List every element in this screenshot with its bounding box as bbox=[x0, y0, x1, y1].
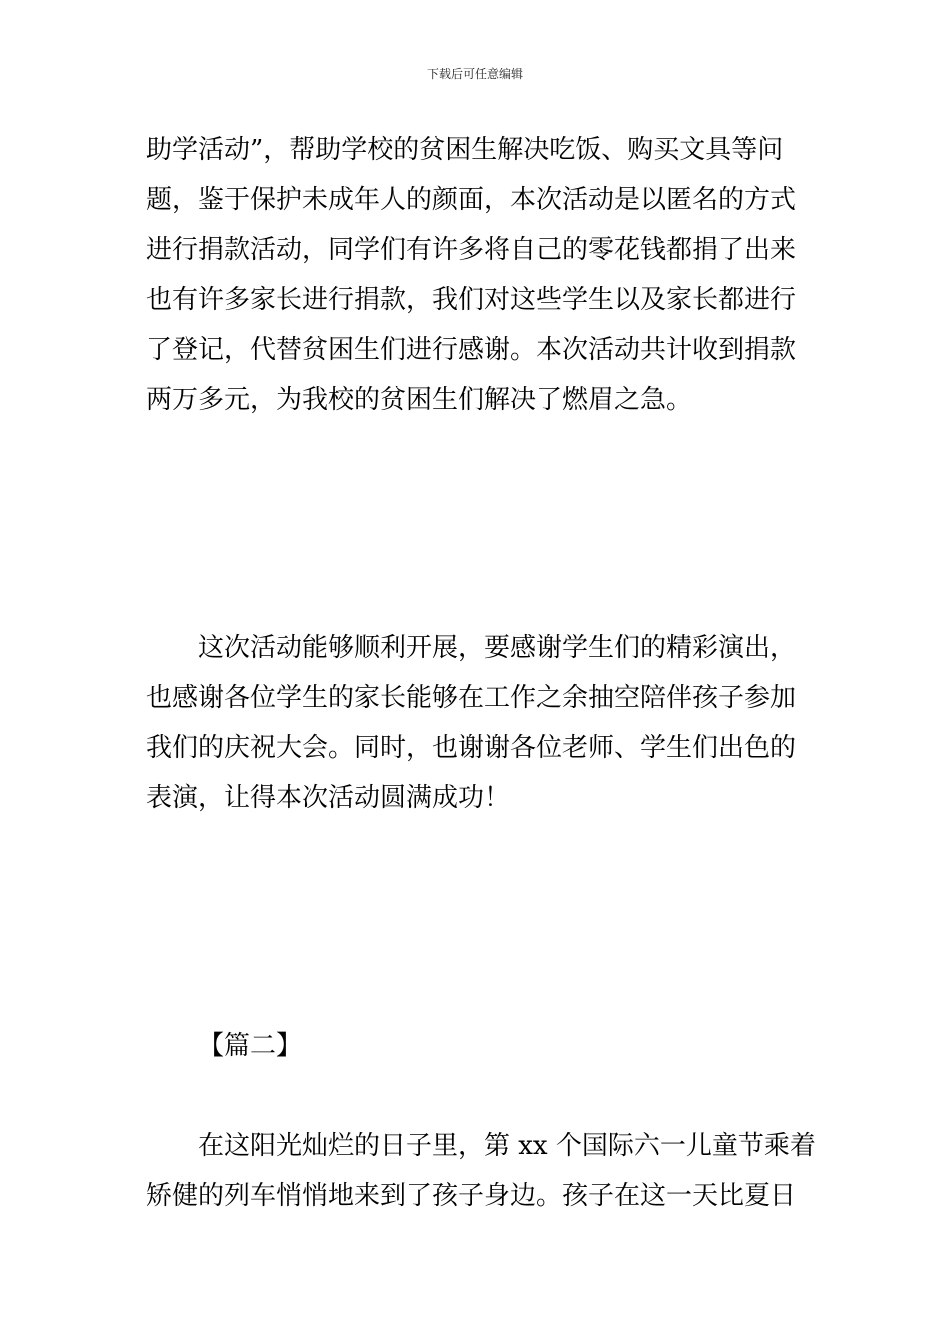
paragraph-line: 这次活动能够顺利开展，要感谢学生们的精彩演出， bbox=[198, 633, 797, 663]
paragraph-line: 题，鉴于保护未成年人的颜面，本次活动是以匿名的方式 bbox=[146, 185, 797, 215]
paragraph-line: 表演，让得本次活动圆满成功！ bbox=[146, 783, 511, 813]
paragraph-line: 也感谢各位学生的家长能够在工作之余抽空陪伴孩子参加 bbox=[146, 683, 797, 713]
paragraph-line: 矫健的列车悄悄地来到了孩子身边。孩子在这一天比夏日 bbox=[146, 1181, 797, 1211]
page-header: 下载后可任意编辑 bbox=[426, 67, 523, 81]
paragraph-line: 助学活动”，帮助学校的贫困生解决吃饭、购买文具等问 bbox=[146, 135, 784, 165]
paragraph-line: 两万多元，为我校的贫困生们解决了燃眉之急。 bbox=[146, 385, 693, 415]
paragraph-line: 进行捐款活动，同学们有许多将自己的零花钱都捐了出来 bbox=[146, 235, 797, 265]
paragraph-line: 也有许多家长进行捐款，我们对这些学生以及家长都进行 bbox=[146, 285, 797, 315]
paragraph-line: 我们的庆祝大会。同时，也谢谢各位老师、学生们出色的 bbox=[146, 733, 797, 763]
section-heading: 【篇二】 bbox=[198, 1031, 303, 1061]
paragraph-line: 在这阳光灿烂的日子里，第 xx 个国际六一儿童节乘着 bbox=[198, 1131, 816, 1161]
paragraph-line: 了登记，代替贫困生们进行感谢。本次活动共计收到捐款 bbox=[146, 335, 797, 365]
